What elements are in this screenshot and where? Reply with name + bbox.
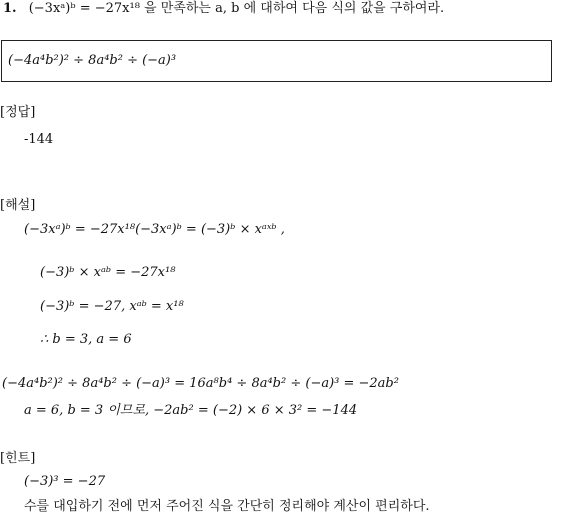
hint-line: (−3)³ = −27 <box>24 474 106 489</box>
explanation-line: ∴ b = 3, a = 6 <box>40 332 132 347</box>
question-number: 1. <box>3 1 17 16</box>
answer-value: -144 <box>24 132 54 147</box>
hint-label: [힌트] <box>0 451 36 466</box>
hint-line: 수를 대입하기 전에 먼저 주어진 식을 간단히 정리해야 계산이 편리하다. <box>24 499 430 514</box>
explanation-line: (−3)ᵇ × xᵃᵇ = −27x¹⁸ <box>40 265 176 280</box>
explanation-line: a = 6, b = 3 이므로, −2ab² = (−2) × 6 × 3² = −144 <box>24 403 358 418</box>
question-text: (−3xᵃ)ᵇ = −27x¹⁸ 을 만족하는 a, b 에 대하여 다음 식의 값을 구하여라. <box>28 1 445 16</box>
explanation-line: (−4a⁴b²)² ÷ 8a⁴b² ÷ (−a)³ = 16a⁸b⁴ ÷ 8a⁴b² ÷ (−a)³ = −2ab² <box>2 376 399 391</box>
expression-box <box>1 40 552 82</box>
explanation-line: (−3xᵃ)ᵇ = −27x¹⁸(−3xᵃ)ᵇ = (−3)ᵇ × xᵃˣᵇ , <box>24 222 285 237</box>
explanation-line: (−3)ᵇ = −27, xᵃᵇ = x¹⁸ <box>40 299 184 314</box>
expression-text: (−4a⁴b²)² ÷ 8a⁴b² ÷ (−a)³ <box>8 53 177 68</box>
question-line <box>3 0 444 18</box>
explanation-label: [해설] <box>0 198 36 213</box>
answer-label: [정답] <box>0 105 36 120</box>
